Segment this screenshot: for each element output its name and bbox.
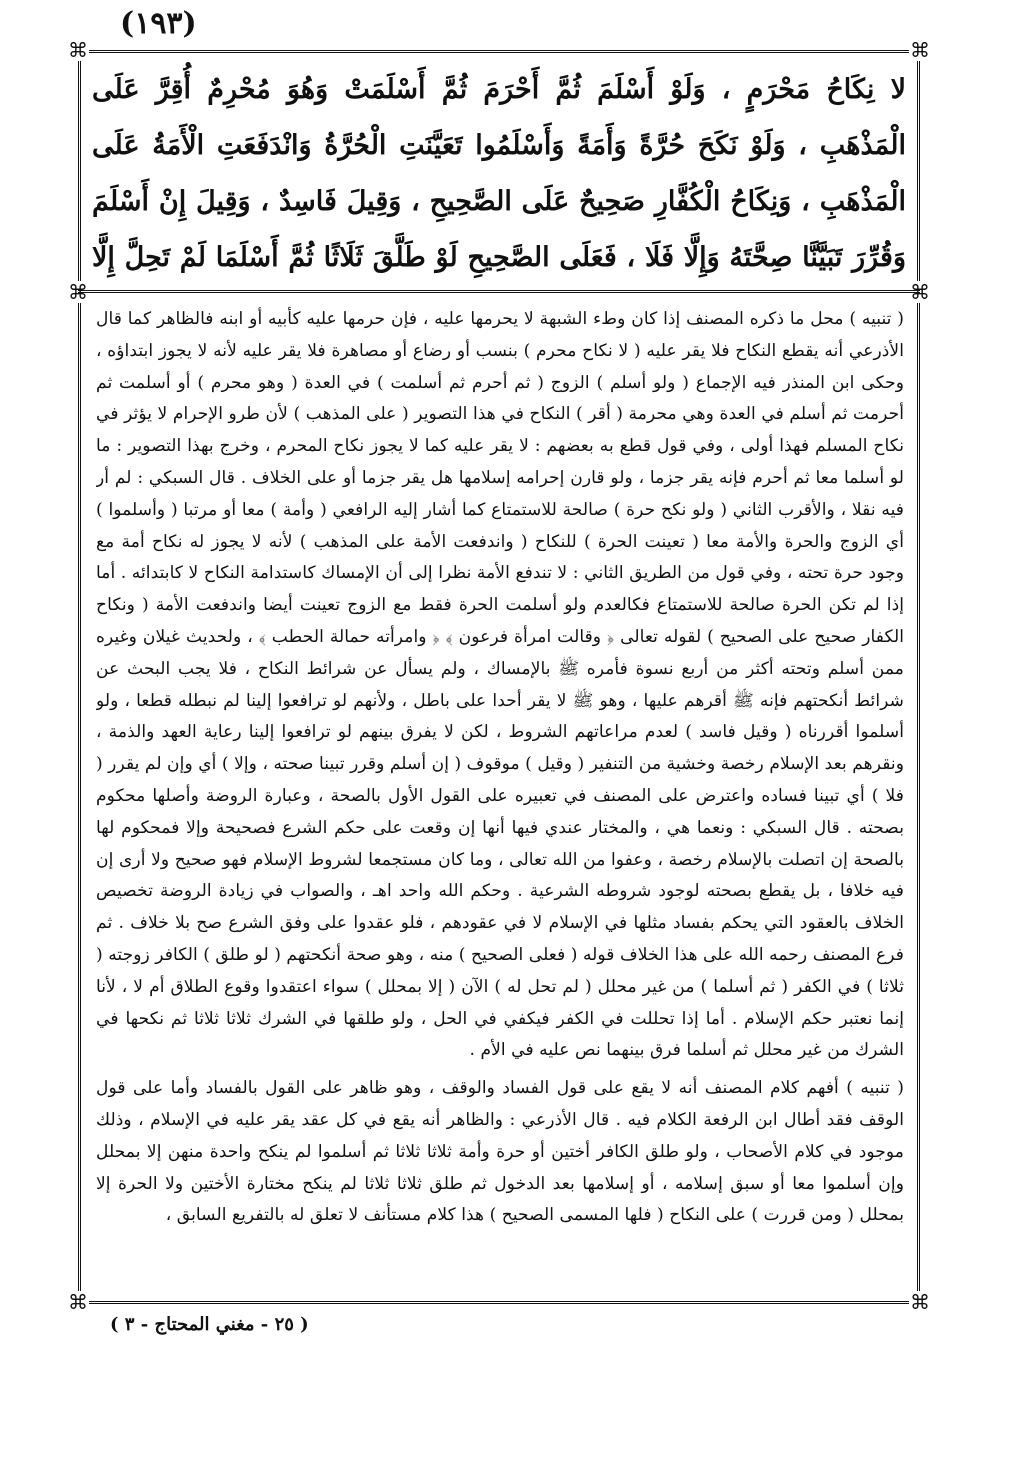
page-number: (١٩٣) — [120, 6, 197, 41]
commentary-text — [96, 304, 904, 1284]
commentary-paragraph: ( تنبيه ) محل ما ذكره المصنف إذا كان وطء الشبهة لا يحرمها عليه ، فإن حرمها عليه كأبيه أو ابنه فالظاهر كما قال الأذرعي أنه يقطع النكاح فلا يقر عليه ( لا نكاح محرم ) بنسب أو رضاع أو مصاهرة فلا يقر عليه لأنه لا يجوز ابتداؤه ، وحكى ابن المنذر فيه الإجماع ( ولو أسلم ) الزوج ( ثم أحرم ثم أسلمت ) في العدة ( وهو محرم ) أو أسلمت ثم أحرمت ثم أسلم في العدة وهي محرمة ( أقر ) النكاح في هذا التصوير ( على المذهب ) لأن طرو الإحرام لا يؤثر في نكاح المسلم فهذا أولى ، وفي قول قطع به بعضهم : لا يقر عليه كما لا يجوز نكاح المحرم ، وخرج بهذا التصوير : ما لو أسلما معا ثم أحرم فإنه يقر جزما ، ولو قارن إحرامه إسلامها هل يقر جزما أو على الخلاف . قال السبكي : لم أر فيه نقلا ، والأقرب الثاني ( ولو نكح حرة ) صالحة للاستمتاع كما أشار إليه الرافعي ( وأمة ) معا أو مرتبا ( وأسلموا ) أي الزوج والحرة والأمة معا ( تعينت الحرة ) للنكاح ( واندفعت الأمة على المذهب ) لأنه لا يجوز له نكاح أمة مع وجود حرة تحته ، وفي قول من الطريق الثاني : لا تندفع الأمة نظرا إلى أن الإمساك كاستدامة النكاح لا كابتدائه . أما إذا لم تكن الحرة صالحة للاستمتاع فكالعدم ولو أسلمت الحرة فقط مع الزوج تعينت أيضا واندفعت الأمة ( ونكاح الكفار صحيح على الصحيح ) لقوله تعالى ﴿ وقالت امرأة فرعون ﴾ ﴿ وامرأته حمالة الحطب ﴾ ، ولحديث غيلان وغيره ممن أسلم وتحته أكثر من أربع نسوة فأمره ﷺ بالإمساك ، ولم يسأل عن شرائط النكاح ، فلا يجب البحث عن شرائط أنكحتهم فإنه ﷺ أقرهم عليها ، وهو ﷺ لا يقر أحدا على باطل ، ولأنهم لو ترافعوا إلينا لم نبطله قطعا ، ولو أسلموا أقررناه ( وقيل فاسد ) لعدم مراعاتهم الشروط ، لكن لا يفرق بينهم لو ترافعوا إلينا رعاية العهد والذمة ، ونقرهم بعد الإسلام رخصة وخشية من التنفير ( وقيل ) موقوف ( إن أسلم وقرر تبينا صحته ، وإلا ) أي وإن لم يقرر ( فلا ) أي تبينا فساده واعترض على المصنف في تعبيره على القول الأول بالصحة ، وعبارة الروضة وأصلها محكوم بصحته . قال السبكي : ونعما هي ، والمختار عندي فيها أنها إن وقعت على حكم الشرع فصحيحة وإلا فمحكوم لها بالصحة إن اتصلت بالإسلام رخصة ، وعفوا من الله تعالى ، وما كان مستجمعا لشروط الإسلام فهو صحيح ولا أرى إن فيه خلافا ، بل يقطع بصحته لوجود شروطه الشرعية . وحكم الله واحد اهـ ، والصواب في زيادة الروضة تخصيص الخلاف بالعقود التي يحكم بفساد مثلها في الإسلام لا في عقودهم ، فلو عقدوا على وفق الشرع صح بلا خلاف . ثم فرع المصنف رحمه الله على هذا الخلاف قوله ( فعلى الصحيح ) منه ، وهو صحة أنكحتهم ( لو طلق ) الكافر زوجته ( ثلاثا ) في الكفر ( ثم أسلما ) من غير محلل ( لم تحل له ) الآن ( إلا بمحلل ) سواء اعتقدوا وقوع الطلاق أم لا ، لأنا إنما نعتبر حكم الإسلام . أما إذا تحللت في الكفر فيكفي في الحل ، ولو طلقها في الشرك ثلاثا ثلاثا ثم نكحها في الشرك من غير محلل ثم أسلما فرق بينهما نص عليه في الأم . — [96, 309, 904, 1061]
corner-ornament-icon: ⌘ — [68, 38, 88, 62]
section-divider — [78, 290, 920, 293]
corner-ornament-icon: ⌘ — [68, 1290, 88, 1314]
matn-text: لا نِكَاحُ مَحْرَمٍ ، وَلَوْ أَسْلَمَ ثُمَّ أَحْرَمَ ثُمَّ أَسْلَمَتْ وَهُوَ مُحْرِمٌ أُقِرَّ عَلَى الْمَذْهَبِ ، وَلَوْ نَكَحَ حُرَّةً وَأَمَةً وَأَسْلَمُوا تَعَيَّنَتِ الْحُرَّةُ وَانْدَفَعَتِ الْأَمَةُ عَلَى الْمَذْهَبِ ، وَنِكَاحُ الْكُفَّارِ صَحِيحٌ عَلَى الصَّحِيحِ ، وَقِيلَ فَاسِدٌ ، وَقِيلَ إِنْ أَسْلَمَ وَقُرِّرَ تَبَيَّنَّا صِحَّتَهُ وَإِلَّا فَلَا ، فَعَلَى الصَّحِيحِ لَوْ طَلَّقَ ثَلَاثًا ثُمَّ أَسْلَمَا لَمْ تَحِلَّ إِلَّا — [92, 74, 906, 273]
corner-ornament-icon: ⌘ — [910, 38, 930, 62]
divider-ornament-icon: ⌘ — [68, 280, 88, 304]
divider-ornament-icon: ⌘ — [910, 280, 930, 304]
corner-ornament-icon: ⌘ — [910, 1290, 930, 1314]
footer-signature: ( ٢٥ - مغني المحتاج - ٣ ) — [110, 1314, 309, 1335]
commentary-paragraph: ( تنبيه ) أفهم كلام المصنف أنه لا يقع على قول الفساد والوقف ، وهو ظاهر على القول بالفساد وأما على قول الوقف فقد أطال ابن الرفعة الكلام فيه . قال الأذرعي : والظاهر أنه يقع في كل عقد يقر عليه في الإسلام ، وذلك موجود في كلام الأصحاب ، ولو طلق الكافر أختين أو حرة وأمة ثلاثا ثلاثا ثم أسلموا لم ينكح واحدة منهن إلا بمحلل وإن أسلموا معا أو سبق إسلامه ، أو إسلامها بعد الدخول ثم طلق ثلاثا ثلاثا لم ينكح مختارة الأختين ولا الحرة إلا بمحلل ( ومن قررت ) على النكاح ( فلها المسمى الصحيح ) هذا كلام مستأنف لا تعلق له بالتفريع السابق ، — [96, 1078, 904, 1226]
